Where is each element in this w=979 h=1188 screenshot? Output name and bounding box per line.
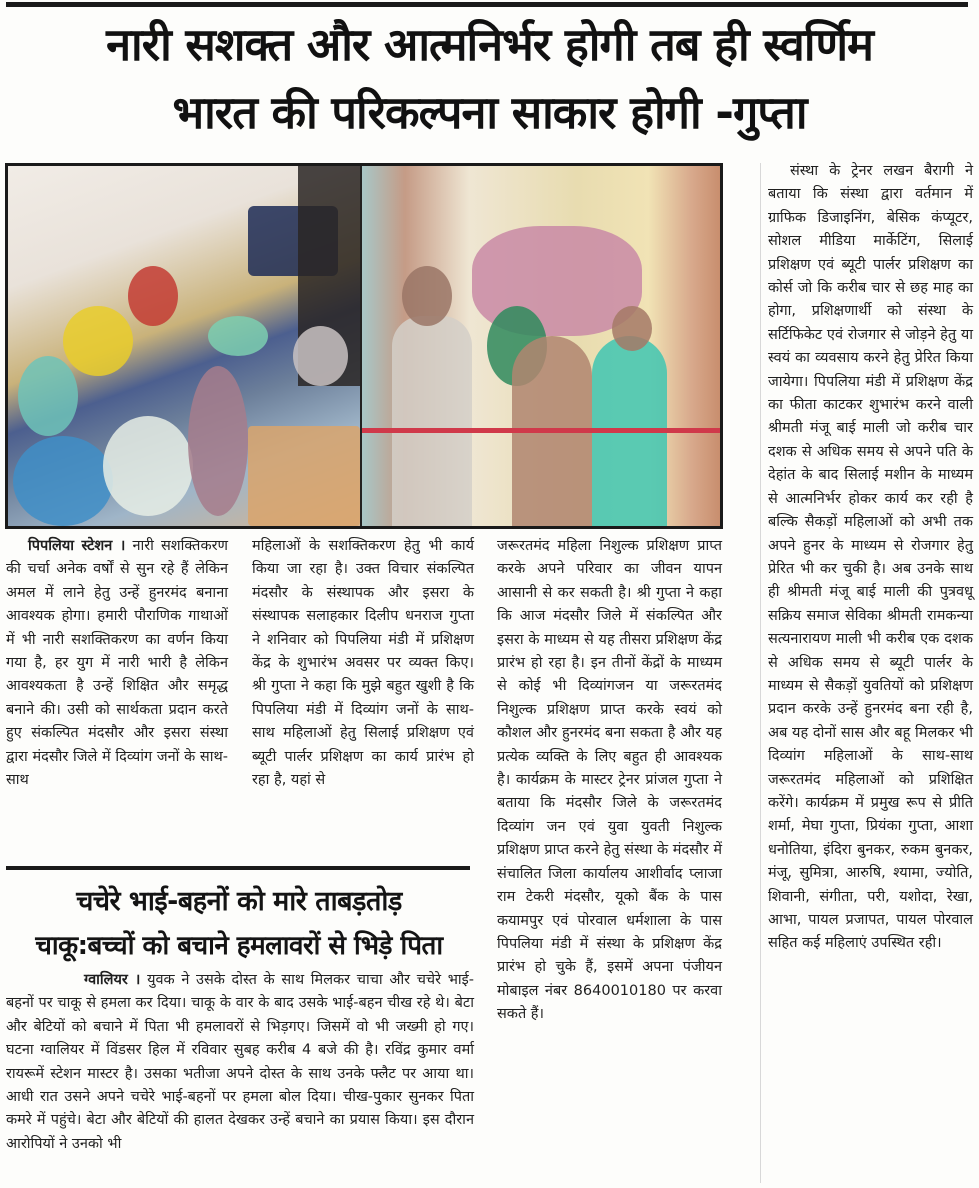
- training-session-photo: [8, 166, 360, 526]
- article-column-4: [768, 160, 973, 956]
- photo-detail: [103, 416, 193, 516]
- photo-detail: [293, 326, 348, 386]
- photo-detail: [18, 356, 78, 436]
- headline-line-2: भारत की परिकल्पना साकार होगी -गुप्ता: [172, 86, 807, 139]
- red-ribbon: [362, 428, 720, 433]
- second-article-text: युवक ने उसके दोस्त के साथ मिलकर चाचा और चचेरे भाई-बहनों पर चाकू से हमला कर दिया। चाकू के वार के बाद उसके भाई-बहन चीख रहे थे। बेटा और बेटियों को बचाने में पिता भी हमलावरों से भिड़गए। जिसमें वो भी जख्मी हो गए। घटना ग्वालियर में विंडसर हिल में रविवार सुबह करीब 4 बजे की है। रविंद्र कुमार वर्मा रायरूमें स्टेशन मास्टर है। उसका भतीजा अपने दोस्त के साथ उनके फ्लैट पर आया था। आधी रात उसने अपने चचेरे भाई-बहनों पर हमला बोल दिया। चीख-पुकार सुनकर पिता कमरे में पहुंचे। बेटा और बेटियों की हालत देखकर उन्हें बचाने का प्रयास किया। इस दौरान आरोपियों ने उनको भी: [6, 972, 475, 1152]
- second-headline-line-1: चचेरे भाई-बहनों को मारे ताबड़तोड़: [76, 886, 402, 917]
- photo-detail: [248, 426, 360, 526]
- dateline: पिपलिया स्टेशन ।: [28, 538, 126, 554]
- column-1-text: नारी सशक्तिकरण की चर्चा अनेक वर्षों से सुन रहे हैं लेकिन अमल में लाने हेतु उन्हें हुनरमंद बनाना आवश्यक होगा। हमारी पौराणिक गाथाओं में भी नारी सशक्तिकरण का वर्णन किया गया है, हर युग में नारी भारी है लेकिन आवश्यकता है उन्हें शिक्षित और समृद्ध बनाने की। उसी को सार्थकता प्रदान करते हुए संकल्पित मंदसौर और इसरा संस्था द्वारा मंदसौर जिले में दिव्यांग जनों के साथ-साथ: [6, 538, 229, 789]
- photo-detail: [128, 266, 178, 326]
- photo-detail: [392, 316, 472, 526]
- photo-frame: [5, 163, 723, 529]
- section-rule: [6, 866, 470, 870]
- photo-detail: [402, 266, 452, 326]
- column-4-text: संस्था के ट्रेनर लखन बैरागी ने बताया कि संस्था द्वारा वर्तमान में ग्राफिक डिजाइनिंग, बेसिक कंप्यूटर, सोशल मीडिया मार्केटिंग, सिलाई प्रशिक्षण एवं ब्यूटी पार्लर प्रशिक्षण का कोर्स जो कि करीब चार से छह माह का होगा, प्रशिक्षणार्थी को संस्था के सर्टिफिकेट एवं रोजगार से जोड़ने हेतु या स्वयं का व्यवसाय करने हेतु प्रेरित किया जायेगा। पिपलिया मंडी में प्रशिक्षण केंद्र का फीता काटकर शुभारंभ करने वाली श्रीमती मंजू बाई माली जो करीब चार दशक से अधिक समय से अपने पति के देहांत के बाद सिलाई मशीन के माध्यम से आत्मनिर्भर होकर कार्य कर रही है बल्कि सैकड़ों महिलाओं को अभी तक अपने हुनर के माध्यम से रोजगार हेतु प्रेरित भी कर चुकी है। अब उनके साथ ही श्रीमती मंजू बाई माली की पुत्रवधू सक्रिय समाज सेविका श्रीमती रामकन्या सत्यनारायण माली भी करीब एक दशक से अधिक समय से ब्यूटी पार्लर के माध्यम से सैकड़ों युवतियों को प्रशिक्षण प्रदान करके उन्हें हुनरमंद बना रही है, अब यह दोनों सास और बहू मिलकर भी दिव्यांग महिलाओं के साथ-साथ जरूरतमंद महिलाओं को प्रशिक्षित करेंगे। कार्यक्रम में प्रमुख रूप से प्रीति शर्मा, मेघा गुप्ता, प्रियंका गुप्ता, आशा धनोतिया, इंदिरा बुनकर, रुकम बुनकर, मंजू, सुमित्रा, आरुषि, श्यामा, ज्योति, शिवानी, संगीता, परी, यशोदा, रेखा, आभा, पायल प्रजापत, पायल पोरवाल सहित कई महिलाएं उपस्थित रही।: [768, 163, 973, 952]
- photo-detail: [63, 306, 133, 376]
- photo-detail: [612, 306, 652, 351]
- top-rule: [6, 2, 968, 7]
- article-column-2: [252, 535, 474, 792]
- second-dateline: ग्वालियर ।: [84, 972, 141, 988]
- second-article-body: [6, 969, 474, 1156]
- second-headline-line-2: चाकू:बच्चों को बचाने हमलावरों से भिड़े पिता: [35, 931, 443, 961]
- ribbon-cutting-photo: [362, 166, 720, 526]
- headline-line-1: नारी सशक्त और आत्मनिर्भर होगी तब ही स्वर्णिम: [106, 18, 873, 71]
- photo-detail: [188, 366, 248, 516]
- article-column-3: [497, 535, 722, 1027]
- article-column-1: [6, 535, 228, 792]
- column-2-text: महिलाओं के सशक्तिकरण हेतु भी कार्य किया जा रहा है। उक्त विचार संकल्पित मंदसौर के संस्थापक और इसरा के संस्थापक सलाहकार दिलीप धनराज गुप्ता ने शनिवार को पिपलिया मंडी में प्रशिक्षण केंद्र के शुभारंभ अवसर पर व्यक्त किए। श्री गुप्ता ने कहा कि मुझे बहुत खुशी है कि पिपलिया मंडी में दिव्यांग जनों के साथ-साथ महिलाओं हेतु सिलाई प्रशिक्षण एवं ब्यूटी पार्लर प्रशिक्षण का कार्य प्रारंभ हो रहा है, यहां से: [252, 538, 474, 789]
- column-3-text: जरूरतमंद महिला निशुल्क प्रशिक्षण प्राप्त करके अपने परिवार का जीवन यापन आसानी से कर सकती है। श्री गुप्ता ने कहा कि आज मंदसौर जिले में संकल्पित और इसरा के माध्यम से यह तीसरा प्रशिक्षण केंद्र प्रारंभ हो रहा है। इन तीनों केंद्रों के माध्यम से कोई भी दिव्यांगजन या जरूरतमंद निशुल्क प्रशिक्षण प्राप्त करके स्वयं को कौशल और हुनरमंद बना सकता है और यह प्रत्येक व्यक्ति के लिए बहुत ही आवश्यक है। कार्यक्रम के मास्टर ट्रेनर प्रांजल गुप्ता ने बताया कि मंदसौर जिले के जरूरतमंद दिव्यांग जन एवं युवा युवती निशुल्क प्रशिक्षण प्राप्त करने हेतु संस्था के मंदसौर में संचालित जिला कार्यालय आशीर्वाद प्लाजा राम टेकरी मंदसौर, यूको बैंक के पास कयामपुर एवं पोरवाल धर्मशाला के पास पिपलिया मंडी में संस्था के प्रशिक्षण केंद्र प्रारंभ हो चुके हैं, इसमें अपना पंजीयन मोबाइल नंबर 8640010180 पर करवा सकते हैं।: [497, 538, 722, 1023]
- column-divider: [760, 163, 761, 1183]
- photo-detail: [13, 436, 113, 526]
- photo-detail: [208, 316, 268, 356]
